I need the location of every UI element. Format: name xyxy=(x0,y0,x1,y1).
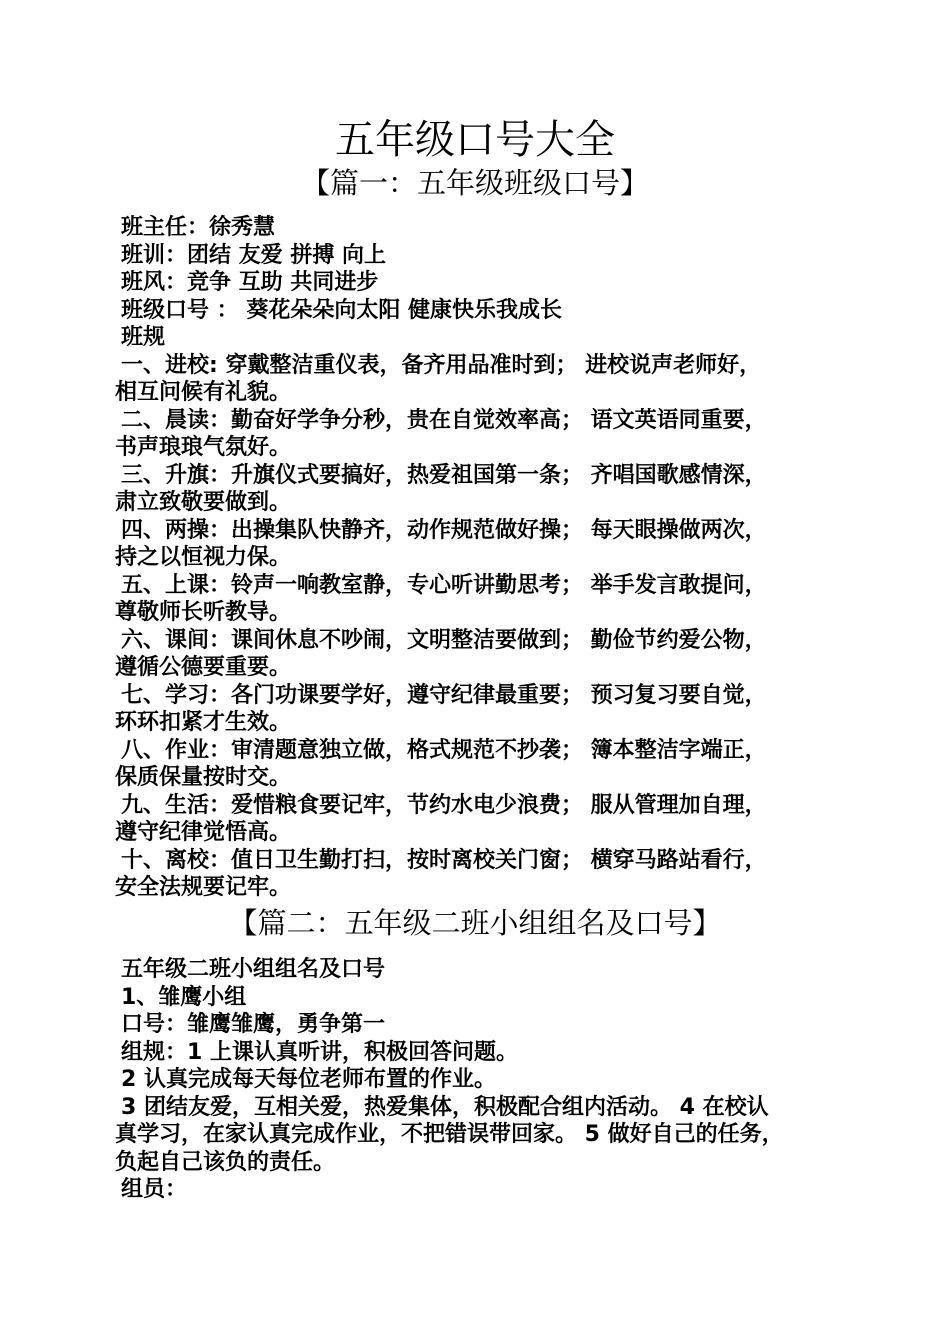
text-line: 环环扣紧才生效。 xyxy=(115,710,292,735)
text-line: 3 团结友爱，互相关爱，热爱集体，积极配合组内活动。 4 在校认 xyxy=(121,1094,769,1120)
text-line: 班训：团结 友爱 拼搏 向上 xyxy=(121,242,386,268)
section-heading-1: 【篇一：五年级班级口号】 xyxy=(300,166,649,200)
text-line: 尊敬师长听教导。 xyxy=(115,600,292,625)
text-line: 八、作业：审清题意独立做，格式规范不抄袭； 簿本整洁字端正， xyxy=(121,737,767,763)
section-heading-2: 【篇二：五年级二班小组组名及口号】 xyxy=(228,906,722,940)
text-line: 口号：雏鹰雏鹰，勇争第一 xyxy=(121,1012,386,1037)
text-line: 三、升旗：升旗仪式要搞好，热爱祖国第一条； 齐唱国歌感情深， xyxy=(121,462,767,488)
text-line: 九、生活：爱惜粮食要记牢，节约水电少浪费； 服从管理加自理， xyxy=(121,792,767,818)
text-line: 二、晨读：勤奋好学争分秒，贵在自觉效率高； 语文英语同重要， xyxy=(121,407,767,433)
section-body-1 xyxy=(115,214,835,902)
text-line: 班规 xyxy=(121,325,166,350)
text-line: 真学习，在家认真完成作业，不把错误带回家。 5 做好自己的任务， xyxy=(115,1122,784,1147)
text-line: 持之以恒视力保。 xyxy=(115,545,292,570)
document-title: 五年级口号大全 xyxy=(335,117,615,163)
text-line: 负起自己该负的责任。 xyxy=(115,1149,336,1175)
text-line: 班级口号 ： 葵花朵朵向太阳 健康快乐我成长 xyxy=(121,297,562,323)
text-line: 组规：1 上课认真听讲，积极回答问题。 xyxy=(121,1039,518,1065)
text-line: 1、雏鹰小组 xyxy=(121,984,247,1010)
text-line: 组员： xyxy=(121,1177,188,1202)
text-line: 相互问候有礼貌。 xyxy=(115,380,292,405)
text-line: 遵循公德要重要。 xyxy=(115,655,292,680)
text-line: 2 认真完成每天每位老师布置的作业。 xyxy=(121,1067,496,1092)
text-line: 书声琅琅气氛好。 xyxy=(115,435,292,460)
text-line: 肃立致敬要做到。 xyxy=(115,490,292,515)
text-line: 保质保量按时交。 xyxy=(115,765,292,790)
text-line: 遵守纪律觉悟高。 xyxy=(115,820,292,845)
text-line: 五年级二班小组组名及口号 xyxy=(121,957,386,982)
section-body-2 xyxy=(115,956,835,1204)
text-line: 五、上课：铃声一响教室静，专心听讲勤思考； 举手发言敢提问， xyxy=(121,572,767,598)
text-line: 七、学习：各门功课要学好，遵守纪律最重要； 预习复习要自觉， xyxy=(121,682,767,708)
text-line: 班主任：徐秀慧 xyxy=(121,215,276,240)
text-line: 四、两操：出操集队快静齐，动作规范做好操； 每天眼操做两次， xyxy=(121,517,767,543)
text-line: 安全法规要记牢。 xyxy=(115,875,292,900)
text-line: 六、课间：课间休息不吵闹，文明整洁要做到； 勤俭节约爱公物， xyxy=(121,627,767,653)
text-line: 十、离校：值日卫生勤打扫，按时离校关门窗； 横穿马路站看行， xyxy=(121,847,767,873)
text-line: 班风：竞争 互助 共同进步 xyxy=(121,270,379,295)
text-line: 一、进校: 穿戴整洁重仪表，备齐用品准时到； 进校说声老师好， xyxy=(121,352,762,378)
